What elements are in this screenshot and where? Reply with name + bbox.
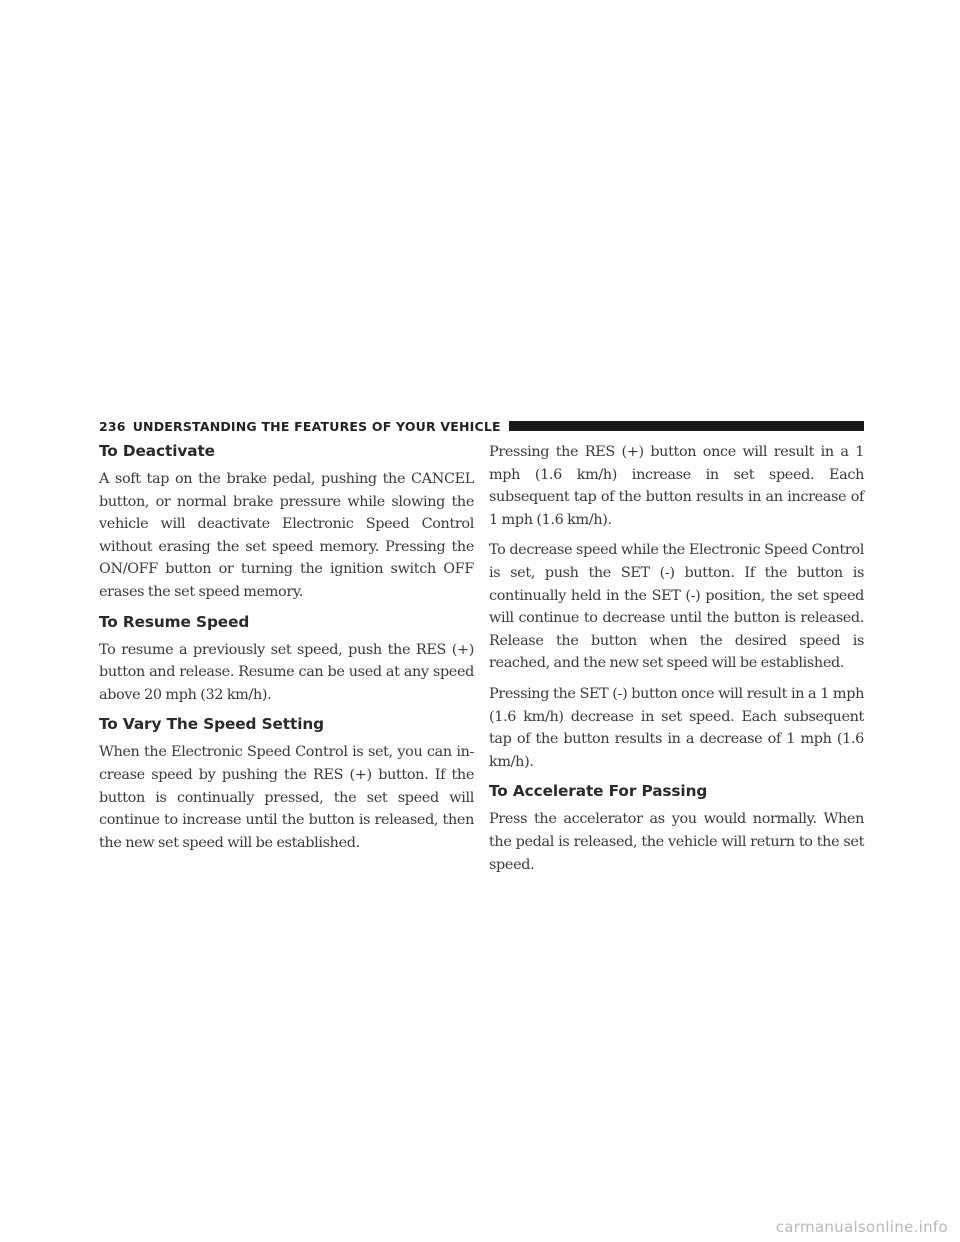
section-resume-speed [99, 612, 474, 707]
page-header [99, 417, 864, 435]
paragraph-resume-speed: To resume a previously set speed, push the RES (+) button and release. Resume can be used at any speed above 20 mph (32 km/h). [99, 641, 474, 703]
right-column [489, 441, 864, 884]
heading-vary-speed: To Vary The Speed Setting [99, 715, 325, 734]
chapter-title: UNDERSTANDING THE FEATURES OF YOUR VEHICLE [132, 418, 501, 434]
watermark-text: carmanualsonline.info [775, 1218, 948, 1236]
left-column [99, 441, 474, 862]
heading-accelerate-passing: To Accelerate For Passing [489, 782, 708, 801]
section-accelerate-passing [489, 781, 864, 876]
paragraph-res-increase: Pressing the RES (+) button once will result in a 1 mph (1.6 km/h) increase in set speed. Each subsequent tap of the button results in an increase of 1 mph (1.6 km/h). [489, 444, 864, 528]
heading-resume-speed: To Resume Speed [99, 612, 250, 631]
header-rule [509, 421, 864, 431]
paragraph-set-decrease: Pressing the SET (-) button once will result in a 1 mph (1.6 km/h) decrease in set speed. Each subsequent tap of the button results in a decrease of 1 mph (1.6 km/h). [489, 685, 864, 770]
section-deactivate [99, 441, 474, 604]
paragraph-vary-speed: When the Electronic Speed Control is set, you can in- crease speed by pushing the RES (+) button. If the button is continually pressed, the set speed will continue to increase until the button is released, then the new set speed will be established. [99, 744, 474, 851]
section-vary-speed [99, 714, 474, 854]
page-number: 236 [99, 418, 126, 434]
paragraph-deactivate: A soft tap on the brake pedal, pushing the CANCEL button, or normal brake pressure while slowing the vehicle will deactivate Electronic Speed Control without erasing the set speed memory. Pressing the ON/OFF button or turning the ignition switch OFF erases the set speed memory. [99, 471, 474, 600]
heading-deactivate: To Deactivate [99, 442, 215, 460]
paragraph-accelerate-passing: Press the accelerator as you would normally. When the pedal is released, the vehicle will return to the set speed. [489, 811, 864, 873]
paragraph-decrease-speed: To decrease speed while the Electronic Speed Control is set, push the SET (-) button. If the button is continually held in the SET (-) position, the set speed will continue to decrease until the button is released. Release the button when the desired speed is reached, and the new set speed will be established. [489, 542, 864, 672]
